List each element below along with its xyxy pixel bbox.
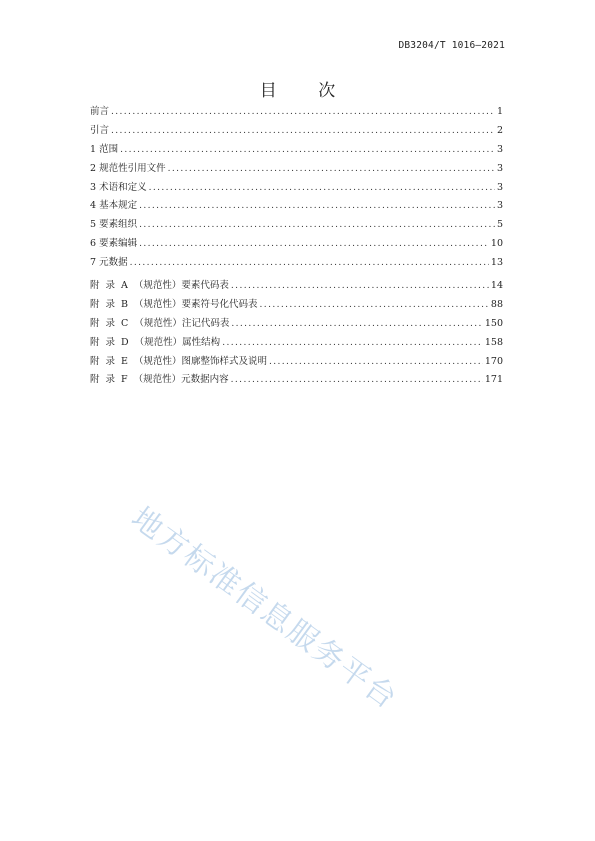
toc-annex-label: 附 录 D （规范性）属性结构	[90, 336, 221, 348]
watermark: 地方标准信息服务平台	[124, 500, 405, 717]
dot-leader	[139, 239, 489, 249]
dot-leader	[260, 300, 489, 310]
toc-annex-entry[interactable]	[90, 277, 503, 296]
toc-entry-page: 5	[496, 219, 503, 231]
dot-leader	[130, 258, 489, 268]
dot-leader	[149, 183, 495, 193]
toc-annex-label: 附 录 E （规范性）图廓整饰样式及说明	[90, 355, 267, 367]
toc-entry-page: 1	[496, 106, 503, 117]
toc-entry[interactable]	[90, 141, 503, 160]
toc-entry[interactable]	[90, 179, 503, 198]
toc-annex-label: 附 录 A （规范性）要素代码表	[90, 280, 229, 292]
toc-annex-page: 14	[490, 280, 503, 292]
toc-annex-entry[interactable]	[90, 353, 503, 372]
toc-entry-page: 13	[490, 257, 503, 269]
dot-leader	[231, 375, 483, 385]
toc-entry-label: 4 基本规定	[90, 200, 138, 212]
toc-entry-label: 7 元数据	[90, 257, 128, 269]
table-of-contents	[90, 103, 503, 390]
toc-entry[interactable]	[90, 122, 503, 141]
toc-entry-page: 3	[496, 200, 503, 212]
toc-entry-label: 5 要素组织	[90, 219, 138, 231]
toc-annex-page: 170	[484, 355, 503, 367]
dot-leader	[111, 126, 495, 136]
toc-annex-entry[interactable]	[90, 296, 503, 315]
toc-entry[interactable]	[90, 235, 503, 254]
toc-annex-page: 88	[490, 298, 503, 310]
dot-leader	[168, 164, 495, 174]
document-code: DB3204/T 1016—2021	[398, 40, 505, 51]
toc-entry-label: 6 要素编辑	[90, 238, 138, 250]
toc-entry-label: 2 规范性引用文件	[90, 162, 166, 174]
toc-entry-label: 引言	[90, 124, 110, 136]
toc-entry-label: 3 术语和定义	[90, 181, 147, 193]
toc-entry-label: 1 范围	[90, 143, 119, 155]
toc-annex-page: 150	[484, 317, 503, 329]
toc-entry-page: 3	[496, 162, 503, 174]
toc-entry[interactable]	[90, 197, 503, 216]
toc-entry-page: 10	[490, 238, 503, 250]
dot-leader	[269, 357, 483, 367]
dot-leader	[222, 338, 483, 348]
toc-annex-page: 158	[484, 336, 503, 348]
toc-annex-entry[interactable]	[90, 371, 503, 390]
toc-annex-entry[interactable]	[90, 334, 503, 353]
toc-annex-entry[interactable]	[90, 315, 503, 334]
toc-annex-page: 171	[484, 374, 503, 386]
dot-leader	[139, 220, 495, 230]
dot-leader	[139, 201, 495, 211]
toc-entry-page: 3	[496, 181, 503, 193]
dot-leader	[231, 281, 489, 291]
toc-entry-page: 3	[496, 143, 503, 155]
dot-leader	[120, 145, 495, 155]
page-title: 目 次	[259, 81, 354, 101]
toc-annex-label: 附 录 C （规范性）注记代码表	[90, 317, 230, 329]
toc-annex-label: 附 录 B （规范性）要素符号化代码表	[90, 298, 258, 310]
toc-entry[interactable]	[90, 160, 503, 179]
toc-entry[interactable]	[90, 103, 503, 122]
toc-entry[interactable]	[90, 254, 503, 273]
toc-entry[interactable]	[90, 216, 503, 235]
toc-entry-label: 前言	[90, 106, 110, 117]
dot-leader	[111, 107, 495, 117]
toc-entry-page: 2	[496, 124, 503, 136]
dot-leader	[231, 319, 483, 329]
toc-annex-label: 附 录 F （规范性）元数据内容	[90, 374, 229, 386]
